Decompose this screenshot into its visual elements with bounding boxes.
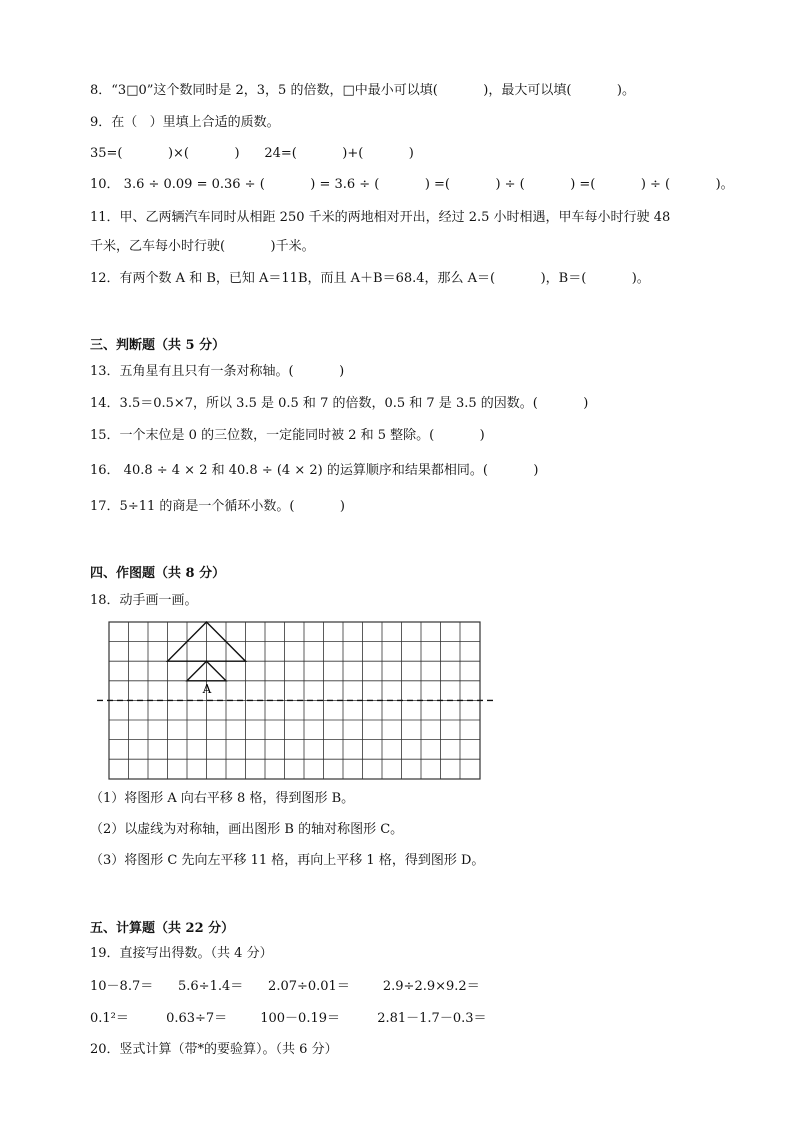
question-19: 19．直接写出得数。（共 4 分） (90, 946, 273, 961)
section-4-heading: 四、作图题（共 8 分） (90, 566, 226, 581)
question-19-row2: 0.1²＝ 0.63÷7＝ 100－0.19＝ 2.81－1.7－0.3＝ (90, 1011, 487, 1026)
question-19-row1: 10－8.7＝ 5.6÷1.4＝ 2.07÷0.01＝ 2.9÷2.9×9.2＝ (90, 979, 480, 994)
question-18-part3: （3）将图形 C 先向左平移 11 格，再向上平移 1 格，得到图形 D。 (90, 853, 485, 868)
section-5-heading: 五、计算题（共 22 分） (90, 921, 235, 936)
question-10: 10． 3.6 ÷ 0.09 = 0.36 ÷ ( ) = 3.6 ÷ ( ) =( ) ÷ ( ) =( ) ÷ ( )。 (90, 177, 734, 192)
grid-figure (97, 620, 497, 782)
question-14: 14．3.5＝0.5×7，所以 3.5 是 0.5 和 7 的倍数，0.5 和 7 是 3.5 的因数。( ) (90, 396, 589, 411)
section-3-heading: 三、判断题（共 5 分） (90, 338, 226, 353)
question-9-blanks: 35=( )×( ) 24=( )+( ) (90, 146, 414, 161)
grid-lines (109, 622, 480, 779)
drawing-grid (97, 620, 497, 782)
question-18-part1: （1）将图形 A 向右平移 8 格，得到图形 B。 (90, 791, 355, 806)
question-9: 9．在（ ）里填上合适的质数。 (90, 115, 280, 130)
question-11-line1: 11．甲、乙两辆汽车同时从相距 250 千米的两地相对开出，经过 2.5 小时相遇，甲车每小时行驶 48 (90, 210, 671, 225)
question-17: 17．5÷11 的商是一个循环小数。( ) (90, 499, 345, 514)
question-18-part2: （2）以虚线为对称轴，画出图形 B 的轴对称图形 C。 (90, 822, 404, 837)
question-15: 15．一个末位是 0 的三位数，一定能同时被 2 和 5 整除。( ) (90, 428, 485, 443)
question-13: 13．五角星有且只有一条对称轴。( ) (90, 364, 345, 379)
question-18: 18．动手画一画。 (90, 593, 198, 608)
question-16: 16． 40.8 ÷ 4 × 2 和 40.8 ÷ (4 × 2) 的运算顺序和结果都相同。( ) (90, 463, 539, 478)
question-12: 12．有两个数 A 和 B，已知 A＝11B，而且 A＋B＝68.4，那么 A＝( )，B＝( )。 (90, 271, 650, 286)
question-11-line2: 千米，乙车每小时行驶( )千米。 (90, 239, 315, 254)
question-20: 20．竖式计算（带*的要验算）。（共 6 分） (90, 1042, 338, 1057)
question-8: 8．“3□0”这个数同时是 2，3，5 的倍数，□中最小可以填( )，最大可以填( )。 (90, 83, 635, 98)
triangle-a-label: A (202, 682, 212, 696)
